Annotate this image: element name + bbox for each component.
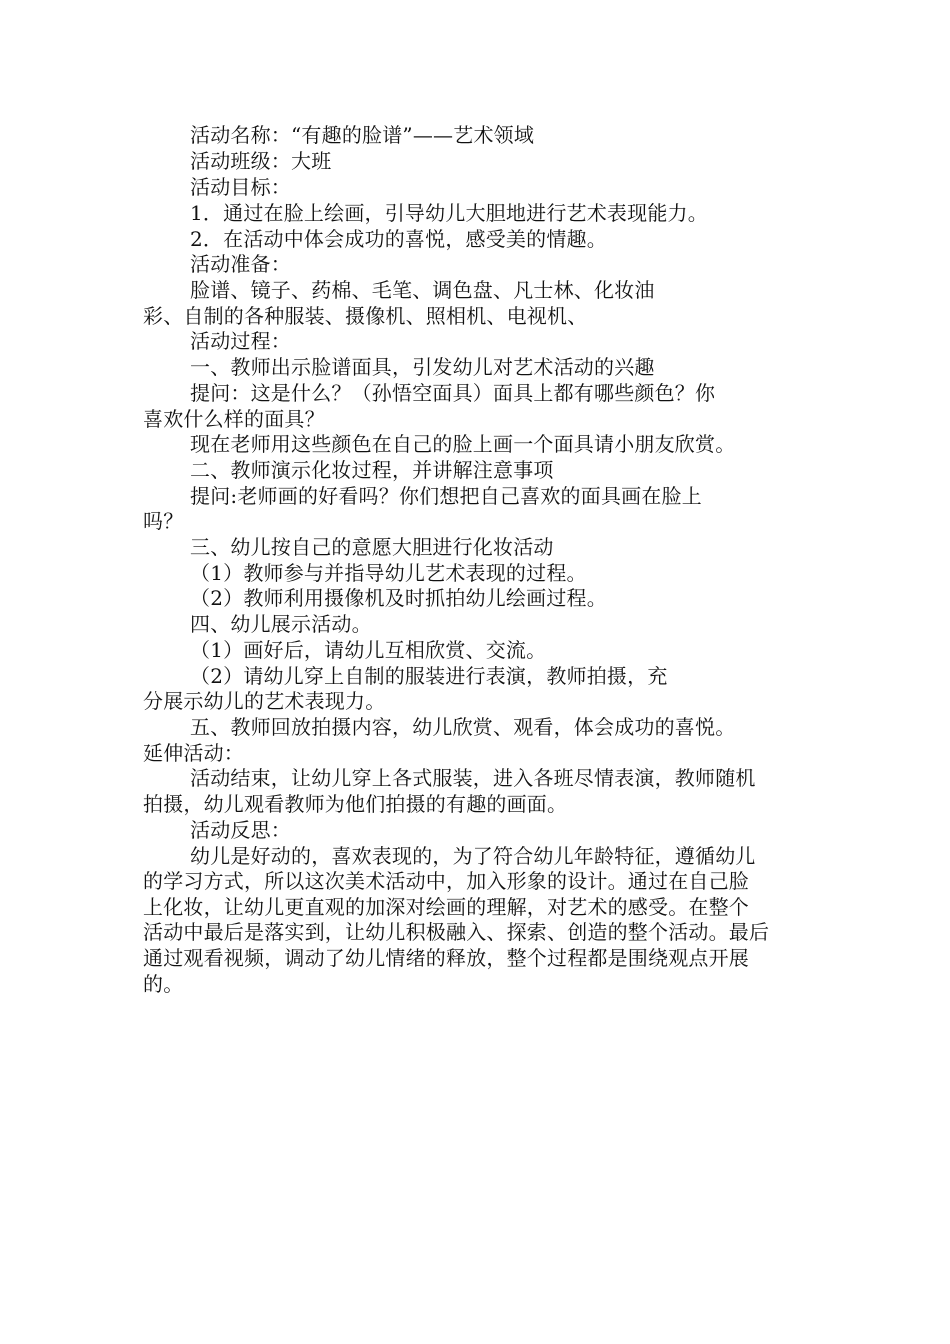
reflection-text-line-1: 幼儿是好动的，喜欢表现的，为了符合幼儿年龄特征，遵循幼儿 xyxy=(190,844,756,868)
reflection-text-line-4: 活动中最后是落实到，让幼儿积极融入、探索、创造的整个活动。最后 xyxy=(143,920,770,944)
extension-heading: 延伸活动： xyxy=(143,741,244,765)
preparation-heading: 活动准备： xyxy=(190,252,291,276)
step-4-item-2-line-2: 分展示幼儿的艺术表现力。 xyxy=(143,689,386,713)
extension-text-line-2: 拍摄，幼儿观看教师为他们拍摄的有趣的画面。 xyxy=(143,792,568,816)
question-2-line-1: 提问:老师画的好看吗？你们想把自己喜欢的面具画在脸上 xyxy=(190,484,702,508)
question-2-line-2: 吗？ xyxy=(143,509,184,533)
reflection-text-line-2: 的学习方式，所以这次美术活动中，加入形象的设计。通过在自己脸 xyxy=(143,869,749,893)
activity-name: 活动名称：“有趣的脸谱”——艺术领域 xyxy=(190,123,535,147)
reflection-heading: 活动反思： xyxy=(190,818,291,842)
goal-item-1: 1．通过在脸上绘画，引导幼儿大胆地进行艺术表现能力。 xyxy=(190,201,708,225)
teacher-demo-text: 现在老师用这些颜色在自己的脸上画一个面具请小朋友欣赏。 xyxy=(190,432,736,456)
process-heading: 活动过程： xyxy=(190,329,291,353)
step-4-item-1: （1）画好后，请幼儿互相欣赏、交流。 xyxy=(190,638,547,662)
preparation-text-line-1: 脸谱、镜子、药棉、毛笔、调色盘、凡士林、化妆油 xyxy=(190,278,655,302)
process-step-2: 二、教师演示化妆过程，并讲解注意事项 xyxy=(190,458,554,482)
activity-goals-heading: 活动目标： xyxy=(190,175,291,199)
process-step-5: 五、教师回放拍摄内容，幼儿欣赏、观看，体会成功的喜悦。 xyxy=(190,715,736,739)
step-3-item-1: （1）教师参与并指导幼儿艺术表现的过程。 xyxy=(190,561,587,585)
step-3-item-2: （2）教师利用摄像机及时抓拍幼儿绘画过程。 xyxy=(190,586,607,610)
process-step-3: 三、幼儿按自己的意愿大胆进行化妆活动 xyxy=(190,535,554,559)
activity-class: 活动班级：大班 xyxy=(190,149,332,173)
question-1-line-1: 提问：这是什么？（孙悟空面具）面具上都有哪些颜色？你 xyxy=(190,381,716,405)
reflection-text-line-6: 的。 xyxy=(143,972,184,996)
process-step-1: 一、教师出示脸谱面具，引发幼儿对艺术活动的兴趣 xyxy=(190,355,655,379)
step-4-item-2-line-1: （2）请幼儿穿上自制的服装进行表演，教师拍摄，充 xyxy=(190,664,668,688)
question-1-line-2: 喜欢什么样的面具？ xyxy=(143,407,325,431)
goal-item-2: 2．在活动中体会成功的喜悦，感受美的情趣。 xyxy=(190,227,607,251)
process-step-4: 四、幼儿展示活动。 xyxy=(190,612,372,636)
reflection-text-line-5: 通过观看视频，调动了幼儿情绪的释放，整个过程都是围绕观点开展 xyxy=(143,946,749,970)
extension-text-line-1: 活动结束，让幼儿穿上各式服装，进入各班尽情表演，教师随机 xyxy=(190,766,756,790)
reflection-text-line-3: 上化妆，让幼儿更直观的加深对绘画的理解，对艺术的感受。在整个 xyxy=(143,895,749,919)
preparation-text-line-2: 彩、自制的各种服装、摄像机、照相机、电视机、 xyxy=(143,304,588,328)
